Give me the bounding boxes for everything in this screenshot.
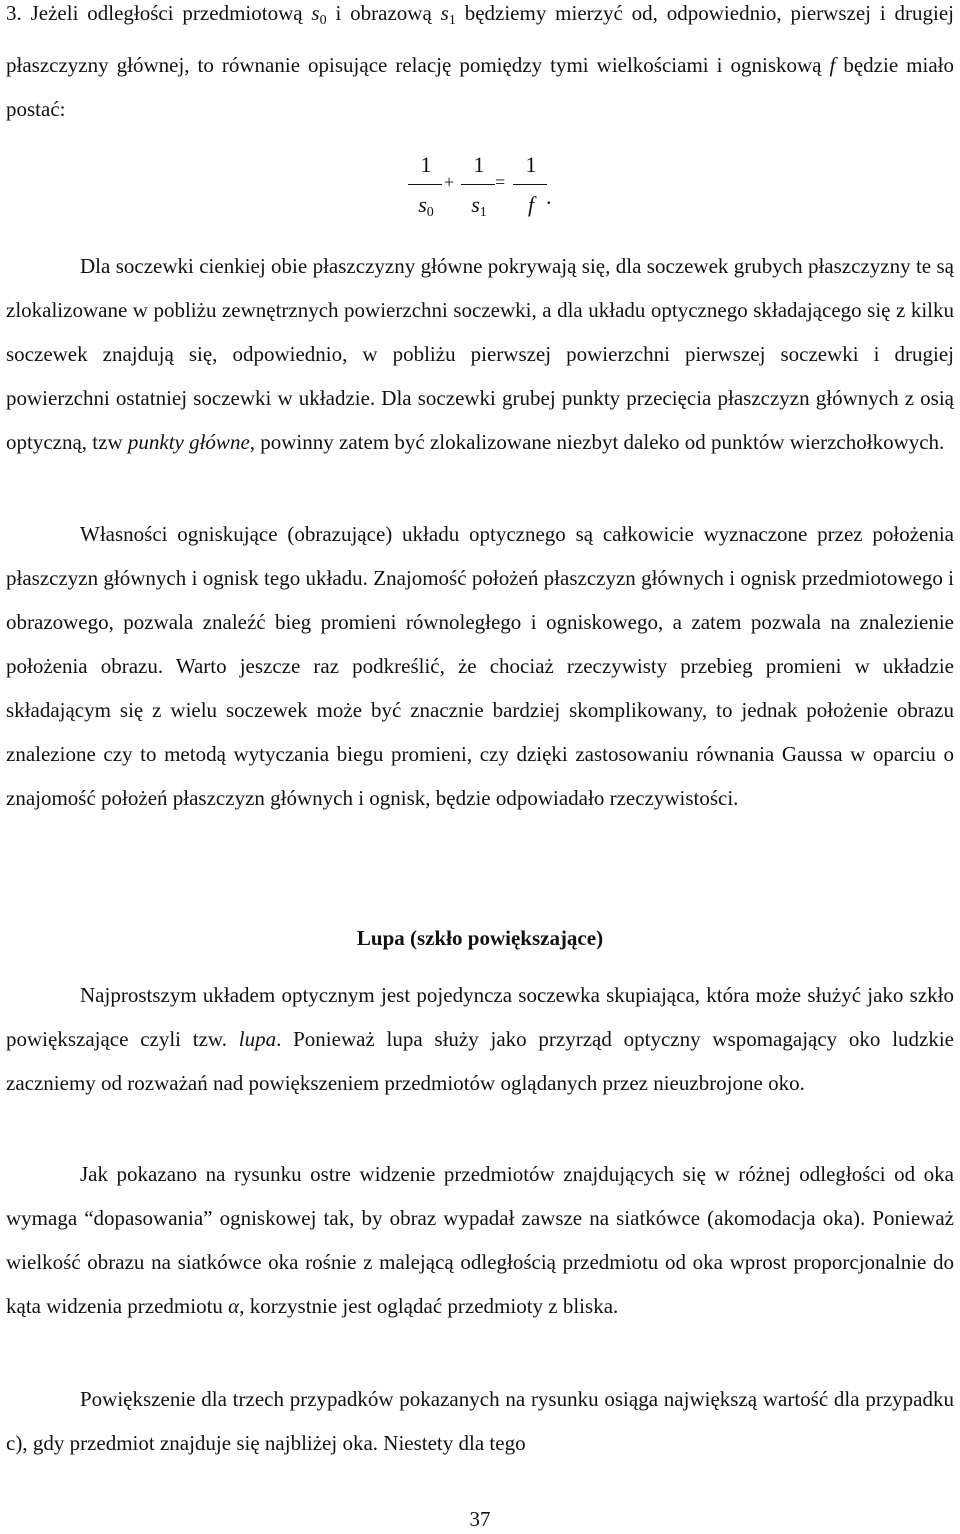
item3-middle: i obrazową xyxy=(335,1,432,25)
paragraph-lupa-intro: Najprostszym układem optycznym jest pojedyncza soczewka skupiająca, która może służyć jako szkło powiększające czyli tzw. lupa. Ponieważ lupa służy jako przyrząd optyczny wspomagający oko ludzkie zaczniemy od rozważań nad powiększeniem przedmiotów oglądanych przez nieuzbrojone oko. xyxy=(6,983,955,1095)
equals-sign: = xyxy=(495,172,506,192)
page-number: 37 xyxy=(469,1507,491,1531)
paragraph-accommodation: Jak pokazano na rysunku ostre widzenie przedmiotów znajdujących się w różnej odległości od oka wymaga “dopasowania” ogniskowej tak, by obraz wypadał zawsze na siatkówce (akomodacja oka). Ponieważ wielkość obrazu na siatkówce oka rośnie z malejącą odległością przedmiotu od oka wprost proporcjonalnie do kąta widzenia przedmiotu α, korzystnie jest oglądać przedmioty z bliska. xyxy=(6,1162,954,1318)
term-lupa: lupa xyxy=(238,1027,277,1051)
lens-equation: 1 $s_0$ + 1 $s_1$ = 1 f . xyxy=(404,148,564,228)
symbol-s0: $s_0$ xyxy=(311,1,327,28)
paragraph-magnification: Powiększenie dla trzech przypadków pokazanych na rysunku osiąga największą wartość dla przypadku c), gdy przedmiot znajduje się najbliżej oka. Niestety dla tego xyxy=(6,1387,954,1455)
equation-period: . xyxy=(546,184,552,209)
paragraph-principal-planes: Dla soczewki cienkiej obie płaszczyzny główne pokrywają się, dla soczewek grubych płaszczyzny te są zlokalizowane w pobliżu zewnętrznych powierzchni soczewki, a dla układu optycznego składającego się z kilku soczewek znajdują się, odpowiednio, w pobliżu pierwszej powierzchni pierwszej soczewki i drugiej powierzchni ostatniej soczewki w układzie. Dla soczewki grubej punkty przecięcia płaszczyzn głównych z osią optyczną, tzw punkty główne, powinny zatem być zlokalizowane niezbyt daleko od punktów wierzchołkowych. xyxy=(6,254,954,454)
term-punkty-glowne: punkty główne xyxy=(127,430,250,454)
section-heading: Lupa (szkło powiększające) xyxy=(356,926,604,950)
item-3-paragraph xyxy=(6,0,954,131)
symbol-s1: $s_1$ xyxy=(440,1,456,28)
symbol-alpha: α xyxy=(228,1294,240,1318)
plus-sign: + xyxy=(444,172,455,192)
item3-suffix: będziemy mierzyć od, odpowiednio, pierwszej i drugiej płaszczyzny głównej, to równanie opisujące relację pomiędzy tymi wielkościami i ogniskową xyxy=(6,1,955,77)
paragraph-focusing-properties: Własności ogniskujące (obrazujące) układu optycznego są całkowicie wyznaczone przez położenia płaszczyzn głównych i ognisk tego układu. Znajomość położeń płaszczyzn głównych i ognisk przedmiotowego i obrazowego, pozwala znaleźć bieg promieni równoległego i ogniskowego, a zatem pozwala na znalezienie położenia obrazu. Warto jeszcze raz podkreślić, że chociaż rzeczywisty przebieg promieni w układzie składającym się z wielu soczewek może być znacznie bardziej skomplikowany, to jednak położenie obrazu znalezione czy to metodą wytyczania biegu promieni, czy dzięki zastosowaniu równania Gaussa w oparciu o znajomość położeń płaszczyzn głównych i ognisk, będzie odpowiadało rzeczywistości. xyxy=(6,522,954,810)
item3-prefix: 3. Jeżeli odległości przedmiotową xyxy=(6,1,303,25)
symbol-f: f xyxy=(829,53,836,77)
item3-end: będzie miało postać: xyxy=(6,53,954,121)
